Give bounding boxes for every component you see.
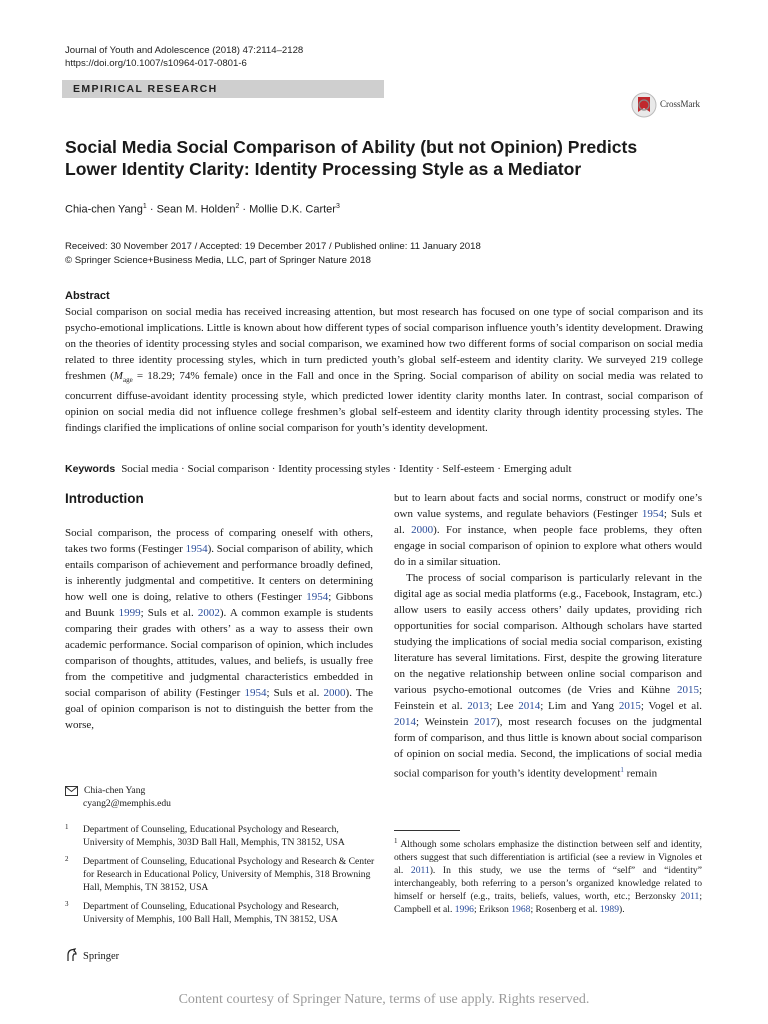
citation-link[interactable]: 2015 [676,684,699,696]
affiliation-1 [65,823,375,849]
mean-age-symbol: M [113,370,123,382]
publication-dates [65,240,481,268]
citation-link[interactable]: 2011 [680,891,700,903]
crossmark-badge[interactable] [631,92,731,118]
doi-link[interactable]: https://doi.org/10.1007/s10964-017-0801-6 [65,58,247,69]
author-2-affil: 2 [235,203,240,210]
affiliation-number: 2 [65,855,69,863]
citation-link[interactable]: 2002 [197,607,220,619]
springer-horse-icon [65,948,79,965]
author-separator: · [146,203,157,216]
intro-left-column [65,525,373,733]
citation-link[interactable]: 1954 [244,687,267,699]
footnote-ref[interactable]: 1 [620,766,624,774]
envelope-icon [65,786,78,796]
citation-link[interactable]: 2015 [618,700,641,712]
intro-right-column [394,490,702,782]
affiliation-text: Department of Counseling, Educational Psychology and Research, University of Memphis, 303D Ball Hall, Memphis, TN 38152, USA [83,824,345,848]
publisher-name: Springer [83,950,120,962]
footnote-number: 1 [394,837,398,845]
citation-link[interactable]: 1996 [454,904,474,916]
citation-link[interactable]: 2014 [518,700,541,712]
author-separator: · [239,203,250,216]
journal-header [65,44,303,70]
citation-link[interactable]: 2000 [411,524,434,536]
copyright-line: © Springer Science+Business Media, LLC, part of Springer Nature 2018 [65,255,371,266]
abstract-part-1: Social comparison on social media has received increasing attention, but most research has focused on one type of social comparison and its psycho-emotional implications. Little is known about how different types of social comparison influence youth’s identity development. Drawing on the theories of identity processing styles and social comparison, we examined how two different forms of social comparison on social media related to three identity processing styles, which in turn predicted youth’s global self-esteem and identity clarity. We surveyed 219 college freshmen ( [65,306,703,382]
correspondence [65,784,171,810]
introduction-heading: Introduction [65,491,144,506]
author-1-affil: 1 [142,203,147,210]
citation-link[interactable]: 2011 [410,865,430,877]
paper-title [65,136,705,180]
title-line-1: Social Media Social Comparison of Ability (but not Opinion) Predicts [65,137,638,157]
section-label: EMPIRICAL RESEARCH [62,80,384,98]
citation-link[interactable]: 1989 [599,904,619,916]
citation-link[interactable]: 1954 [641,508,664,520]
abstract-part-2: = 18.29; 74% female) once in the Fall and once in the Spring. Social comparison of ability on social media was related to concurrent diffuse-avoidant identity processing style, which predicted lower identity clarity months later. In contrast, social comparison of opinion on social media did not influence college freshmen’s global self-esteem and identity clarity through identity processing styles. The findings clarified the implications of online social comparison for youth’s identity development. [65,370,703,435]
author-3-affil: 3 [335,203,340,210]
citation-link[interactable]: 1954 [306,591,329,603]
affiliation-2 [65,855,375,894]
author-2[interactable]: Sean M. Holden [156,203,236,216]
affiliation-number: 3 [65,900,69,908]
abstract-heading: Abstract [65,290,110,302]
mean-age-subscript: age [122,376,133,385]
intro-paragraph-1: Social comparison, the process of comparing oneself with others, takes two forms (Festinger 1954). Social comparison of ability, which entails comparison of achievement and performance broadly defined, is inherently judgmental and competitive. It centers on determining how well one is doing, relative to others (Festinger 1954; Gibbons and Buunk 1999; Suls et al. 2002). A common example is students comparing their grades with others’ as a way to assess their own academic performance. Social comparison of opinion, which includes comparison of thoughts, attitudes, values, and beliefs, is usually free from the competitive and judgmental characteristics embedded in social comparison of ability (Festinger 1954; Suls et al. 2000). The goal of opinion comparison is not to distinguish the better from the worse, [65,527,373,731]
crossmark-icon [631,92,657,118]
author-3[interactable]: Mollie D.K. Carter [249,203,336,216]
citation-link[interactable]: 1999 [118,607,141,619]
footnote-divider [394,830,460,831]
journal-citation: Journal of Youth and Adolescence (2018) 47:2114–2128 [65,45,304,56]
citation-link[interactable]: 2000 [323,687,346,699]
received-accepted-published: Received: 30 November 2017 / Accepted: 19 December 2017 / Published online: 11 January 2018 [65,241,481,252]
intro-paragraph-1-cont: but to learn about facts and social norms, construct or modify one’s own value systems, and regulate behaviors (Festinger 1954; Suls et al. 2000). For instance, when people face problems, they often engage in social comparison of opinion to explore what others would do in a similar situation. [394,492,702,568]
corresponding-author: Chia-chen Yang [84,785,146,796]
author-email[interactable]: cyang2@memphis.edu [83,798,171,809]
keywords [65,461,572,477]
author-1[interactable]: Chia-chen Yang [65,203,143,216]
affiliation-number: 1 [65,823,69,831]
citation-link[interactable]: 1954 [185,543,208,555]
intro-paragraph-2: The process of social comparison is particularly relevant in the digital age as social media platforms (e.g., Facebook, Instagram, etc.) allow users to easily access others’ daily updates, providing rich opportunities for social comparison. Although scholars have started studying the implications of social media social comparison, existing literature has several limitations. First, despite the growing literature on the negative relationship between online social comparison and various psycho-emotional outcomes (de Vries and Kühne 2015; Feinstein et al. 2013; Lee 2014; Lim and Yang 2015; Vogel et al. 2014; Weinstein 2017), most research focuses on the judgmental form of comparison, and thus little is known about social comparison of opinion on social media. Second, the implications of social media social comparison for youth’s identity development$^1$ remain [394,572,702,780]
keywords-list: Social media · Social comparison · Identity processing styles · Identity · Self-esteem · Emerging adult [121,463,572,475]
citation-link[interactable]: 2014 [394,716,416,728]
abstract-text [65,304,703,436]
citation-link[interactable]: 2013 [467,700,490,712]
citation-link[interactable]: 2017 [474,716,497,728]
author-list [65,203,340,216]
crossmark-label: CrossMark [660,99,700,109]
publisher-logo [65,948,119,965]
keywords-label: Keywords [65,463,116,475]
affiliation-text: Department of Counseling, Educational Psychology and Research, University of Memphis, 100 Ball Hall, Memphis, TN 38152, USA [83,901,339,925]
citation-link[interactable]: 1968 [511,904,531,916]
title-line-2: Lower Identity Clarity: Identity Processing Style as a Mediator [65,159,582,179]
courtesy-watermark: Content courtesy of Springer Nature, terms of use apply. Rights reserved. [178,992,590,1007]
footnote-1: $^1$ Although some scholars emphasize the distinction between self and identity, others suggest that such differentiation is artificial (see a review in Vignoles et al. 2011). In this study, we use the terms of “self” and “identity” interchangeably, both referring to a person’s organized knowledge related to himself or herself (e.g., traits, beliefs, values, worth, etc.; Berzonsky 2011; Campbell et al. 1996; Erikson 1968; Rosenberg et al. 1989). [394,837,702,916]
affiliation-text: Department of Counseling, Educational Psychology and Research & Center for Research in Educational Policy, University of Memphis, 318 Browning Hall, Memphis, TN 38152, USA [83,856,375,893]
affiliation-3 [65,900,375,926]
